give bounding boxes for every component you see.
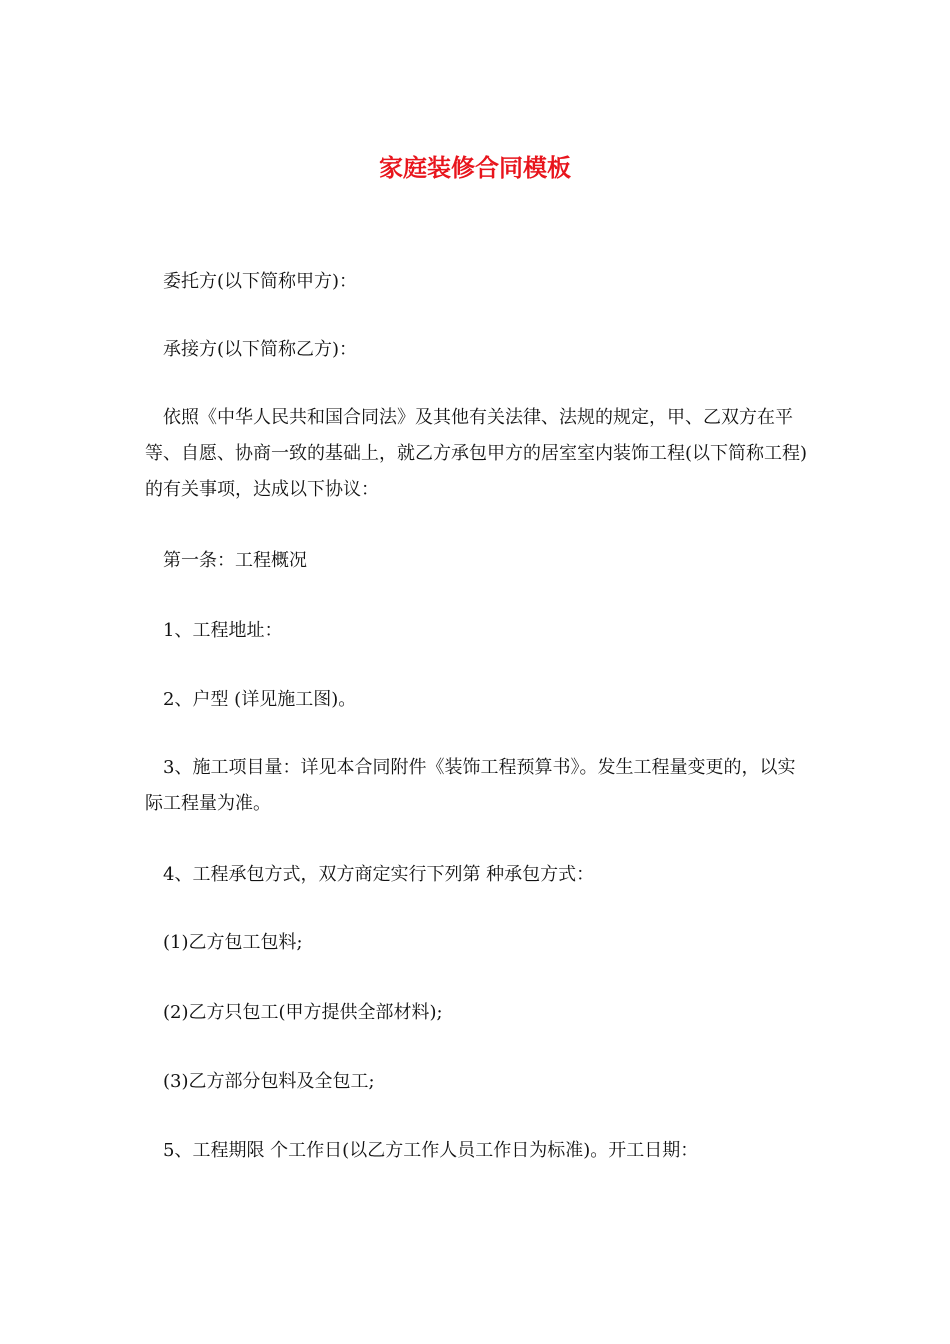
paragraph-preamble: 依照《中华人民共和国合同法》及其他有关法律、法规的规定，甲、乙双方在平等、自愿、协商一致的基础上，就乙方承包甲方的居室室内装饰工程(以下简称工程)的有关事项，达成以下协议： — [145, 407, 808, 500]
paragraph-option-3: (3)乙方部分包料及全包工; — [163, 1071, 375, 1092]
paragraph-item-duration: 5、工程期限 个工作日(以乙方工作人员工作日为标准)。开工日期： — [163, 1140, 699, 1161]
document-title: 家庭装修合同模板 — [379, 153, 571, 182]
paragraph-option-1: (1)乙方包工包料; — [163, 932, 303, 953]
paragraph-option-2: (2)乙方只包工(甲方提供全部材料); — [163, 1002, 443, 1023]
paragraph-client: 委托方(以下简称甲方)： — [163, 271, 358, 292]
paragraph-item-contract-method: 4、工程承包方式，双方商定实行下列第 种承包方式： — [163, 864, 595, 885]
paragraph-item-address: 1、工程地址： — [163, 620, 283, 641]
paragraph-item-scope: 3、施工项目量：详见本合同附件《装饰工程预算书》。发生工程量变更的，以实际工程量为准。 — [145, 757, 796, 814]
paragraph-contractor: 承接方(以下简称乙方)： — [163, 339, 358, 360]
paragraph-item-layout: 2、户型 (详见施工图)。 — [163, 689, 357, 710]
paragraph-article-one-heading: 第一条：工程概况 — [163, 550, 307, 571]
